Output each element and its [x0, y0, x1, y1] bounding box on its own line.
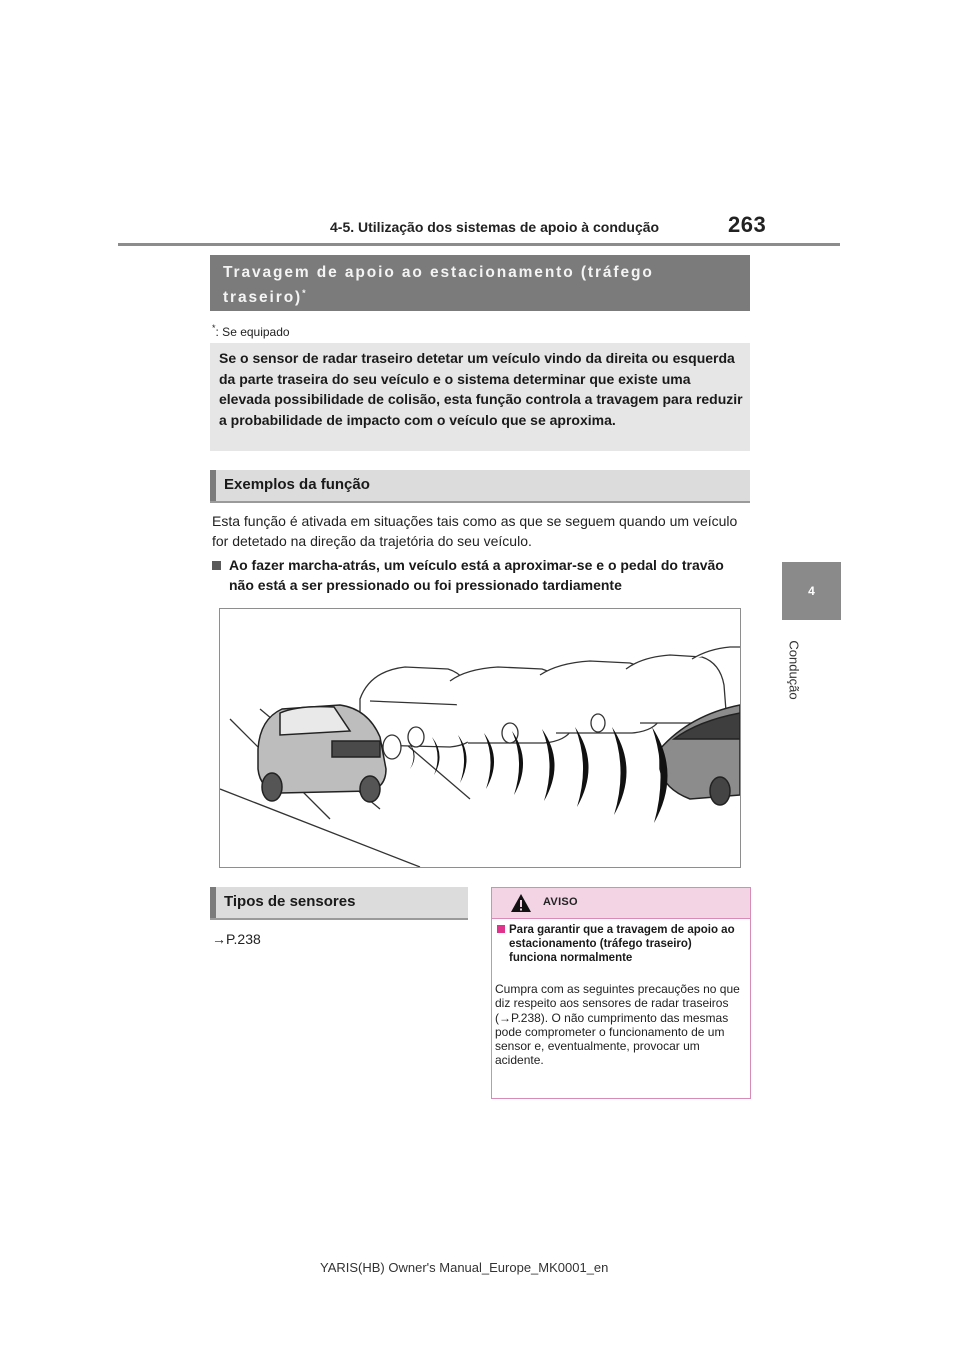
own-car-icon: [258, 705, 386, 802]
examples-heading-text: Exemplos da função: [224, 476, 370, 493]
chapter-tab: [782, 562, 841, 620]
footer: YARIS(HB) Owner's Manual_Europe_MK0001_en: [320, 1260, 609, 1275]
bullet-square-icon: [212, 561, 221, 570]
page-number: 263: [728, 212, 767, 237]
warning-subheading-text: Para garantir que a travagem de apoio ao estacionamento (tráfego traseiro) funciona normalmente: [509, 924, 735, 964]
main-heading-asterisk: *: [302, 288, 306, 298]
footnote-mark: *: [212, 323, 216, 333]
section-title: 4-5. Utilização dos sistemas de apoio à condução: [330, 219, 660, 235]
warning-triangle-icon: [510, 893, 532, 913]
parking-scene-graphic: [220, 609, 740, 867]
summary-text: Se o sensor de radar traseiro detetar um veículo vindo da direita ou esquerda da parte traseira do seu veículo e o sistema determinar que existe uma elevada possibilidade de colisão, esta função controla a travagem para reduzir a probabilidade de impacto com o veículo que se aproxima.: [219, 350, 743, 428]
page-reference-link[interactable]: →P.238: [212, 931, 261, 947]
main-heading-title: Travagem de apoio ao estacionamento (tráfego traseiro): [223, 264, 654, 307]
header-rule: [118, 243, 840, 246]
heading-bar: [210, 887, 216, 918]
warning-body: Cumpra com as seguintes precauções no que diz respeito aos sensores de radar traseiros (→P.238). O não cumprimento das mesmas pode comprometer o funcionamento de um sensor e, eventualmente, provocar um acidente.: [495, 982, 740, 1068]
sensors-heading-text: Tipos de sensores: [224, 893, 356, 910]
summary-box: [210, 343, 750, 451]
warning-bullet-icon: [497, 925, 505, 933]
examples-heading: [210, 470, 750, 503]
main-heading: [210, 255, 750, 311]
sensors-heading: [210, 887, 468, 920]
heading-bar: [210, 470, 216, 501]
footnote-text: : Se equipado: [215, 325, 290, 339]
chapter-label: [779, 630, 809, 710]
warning-label: AVISO: [543, 896, 578, 908]
chapter-label-text: Condução: [786, 640, 802, 700]
parking-illustration: [219, 608, 741, 868]
chapter-number: 4: [808, 584, 815, 598]
footnote: [212, 323, 290, 339]
bullet-text: Ao fazer marcha-atrás, um veículo está a aproximar-se e o pedal do travão não está a ser pressionado ou foi pressionado tardiamente: [229, 557, 724, 593]
warning-header: [492, 888, 750, 919]
examples-intro: Esta função é ativada em situações tais como as que se seguem quando um veículo for detetado na direção da trajetória do seu veículo.: [212, 513, 738, 549]
warning-box: [491, 887, 751, 1099]
